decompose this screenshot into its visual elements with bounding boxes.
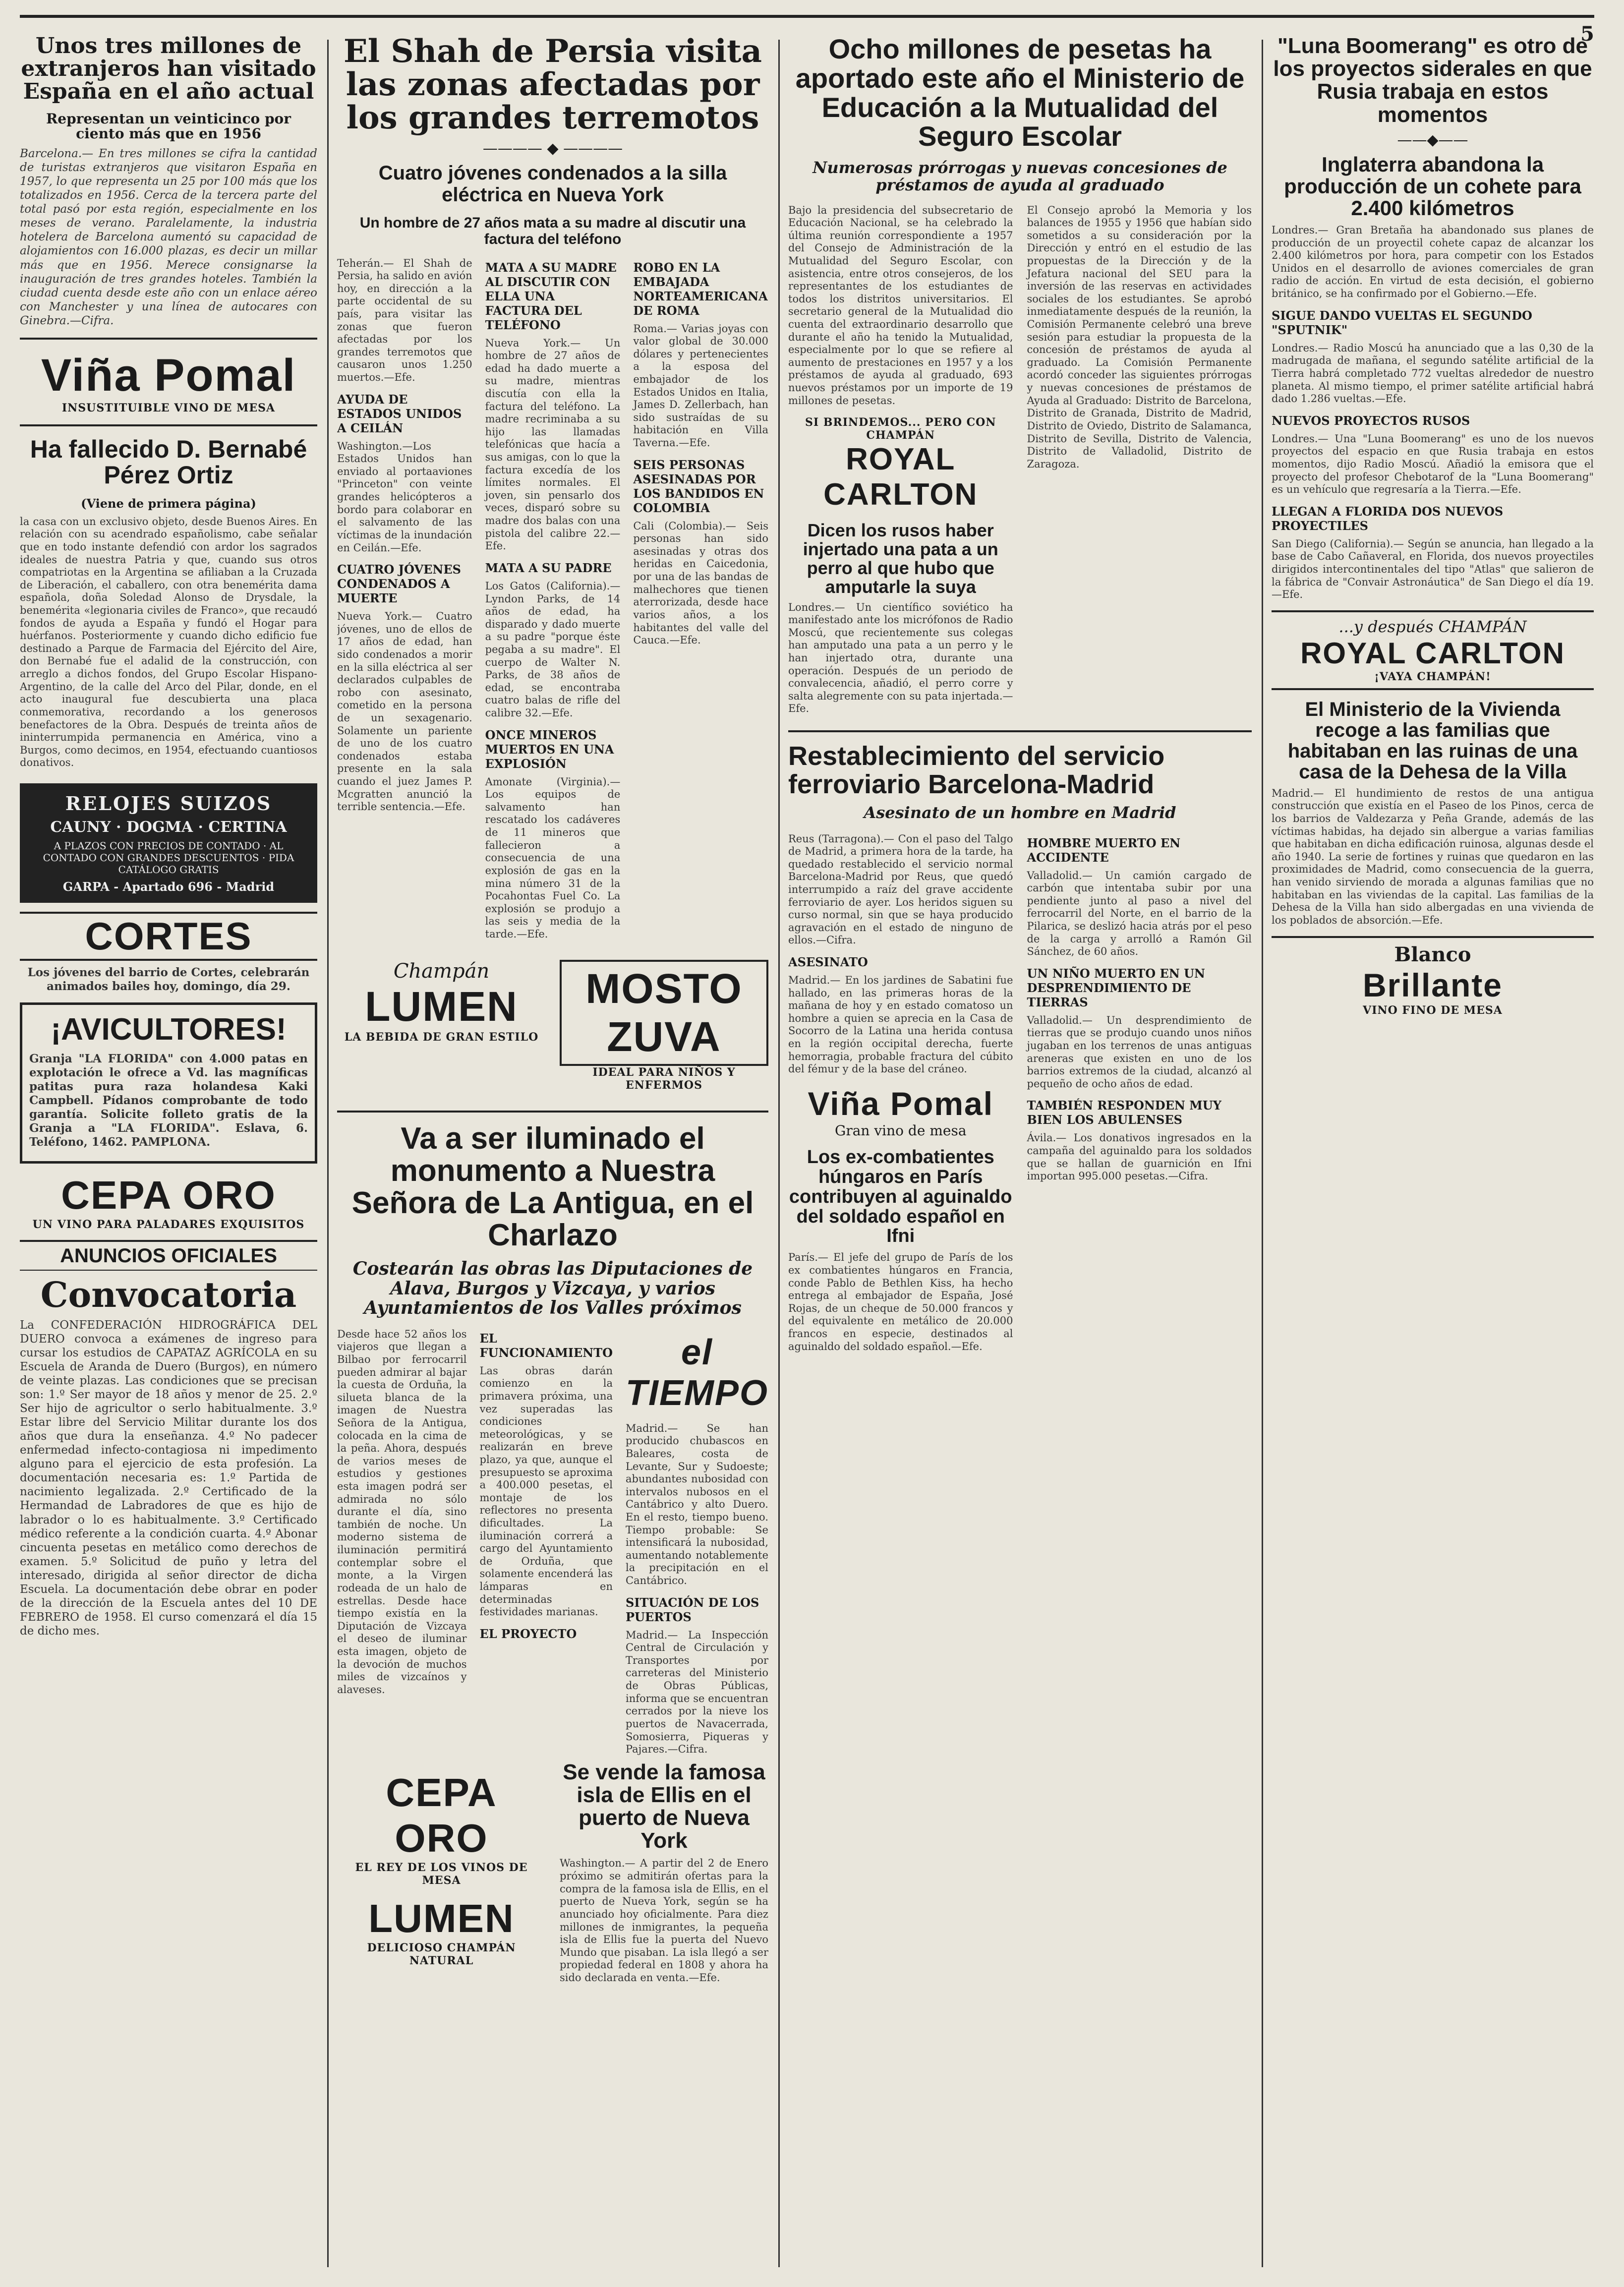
divider [20,424,317,426]
headline-electric-chair: Cuatro jóvenes condenados a la silla eléctrica en Nueva York [378,162,727,206]
ad-mosto-zuva-name: MOSTO ZUVA [560,960,768,1066]
ornament: ——◆—— [1397,131,1468,149]
article-cuatro: Nueva York.— Cuatro jóvenes, uno de ellos de 17 años de edad, han sido condenados a morir en la silla eléctrica al ser declarados culpables de robo con asesinato, cometido en la persona de un sexagenario. Solamente un pariente de uno de los cuatro condenados estaba presente en la sala cuando el juez James P. Mcgratten anunció la terrible sentencia.—Efe. [337,610,472,813]
ad-avicultores-title: ¡AVICULTORES! [51,1012,287,1047]
article-tourists: Barcelona.— En tres millones se cifra la cantidad de turistas extranjeros que visitaron España en 1957, lo que representa un 25 por 100 más que los totalizados en 1956. Cerca de la tercera parte del total pasó por esta región, especialmente en los meses de verano. Paralelamente, la industria hotelera de Barcelona aumentó su capacidad de alojamientos con 16.000 plazas, es decir un millar más que en 1956. Merece consignarse la inauguración de tres grandes hoteles. También la ciudad cuenta desde este año con un enlace aéreo con Manchester y una línea de autocares con Ginebra.—Cifra. [20,147,317,327]
headline-phone-bill: Un hombre de 27 años mata a su madre al discutir una factura del teléfono [359,214,746,247]
ad-royal-carlton-2-slogan: ...y después CHAMPÁN [1338,617,1527,636]
article-nino: Valladolid.— Un desprendimiento de tierras que se produjo cuando unos niños jugaban en los terrenos de unas antiguas areneras que existen en uno de los barrios extremos de la ciudad, alcanzó al pequeño de ocho años de edad. [1027,1014,1252,1090]
ad-lumen [337,960,546,1092]
subhead-proyecto: EL PROYECTO [479,1626,577,1641]
ad-vina-pomal [20,350,317,414]
subhead-sputnik: SIGUE DANDO VUELTAS EL SEGUNDO "SPUTNIK" [1272,308,1532,337]
headline-ferroviario: Restablecimiento del servicio ferroviario Barcelona-Madrid [788,741,1165,799]
divider [20,338,317,340]
ad-brillante: Brillante [1362,966,1503,1003]
ads-row [337,951,768,1101]
deck-mutualidad: Numerosas prórrogas y nuevas concesiones de préstamos de ayuda al graduado [812,158,1227,195]
ad-avicultores [20,1002,317,1164]
column-2 [337,35,768,1990]
el-tiempo-title: el TIEMPO [626,1332,768,1413]
ad-royal-carlton [788,416,1013,512]
ad-brillante-tag: VINO FINO DE MESA [1363,1003,1503,1017]
deck-ferroviario: Asesinato de un hombre en Madrid [864,803,1176,822]
ad-vina-pomal-2-name: Viña Pomal [808,1085,994,1122]
article-funcionamiento: Las obras darán comienzo en la primavera próxima, una vez superadas las condiciones meteorológicas, y se realizarán en breve plazo, ya que, aunque el presupuesto se aproxima a 400.000 pesetas, el montaje de los reflectores no presenta dificultades. La iluminación correrá a cargo del Ayuntamiento de Orduña, que solamente encenderá las lámparas en determinadas festividades marianas. [479,1364,613,1618]
article-shah: Teherán.— El Shah de Persia, ha salido en avión hoy, en dirección a la parte occidental de su país, para visitar las zonas que fueron afectadas por los grandes terremotos que causaron unos 1.250 muertos.—Efe. [337,257,472,384]
ad-vina-pomal-name: Viña Pomal [41,350,296,401]
column-1 [20,35,317,1643]
subhead-hombre: HOMBRE MUERTO EN ACCIDENTE [1027,835,1181,865]
article-puertos: Madrid.— La Inspección Central de Circulación y Transportes por carreteras del Ministerio de Obras Públicas, informa que se encuentran cerrados por la nieve los puertos de Navacerrada, Somosierra, Piqueras y Pajares.—Cifra. [626,1629,768,1756]
headline-ellis: Se vende la famosa isla de Ellis en el puerto de Nueva York [563,1759,765,1853]
subhead-once: ONCE MINEROS MUERTOS EN UNA EXPLOSIÓN [485,727,614,771]
ad-vina-pomal-tag: INSUSTITUIBLE VINO DE MESA [61,401,276,414]
ferro-columns [788,828,1252,1358]
ad-cepa-oro-tag: UN VINO PARA PALADARES EXQUISITOS [32,1218,305,1231]
article-inglaterra: Londres.— Gran Bretaña ha abandonado sus planes de producción de un proyectil cohete capaz de alcanzar los 2.400 kilómetros por hora, para competir con los Estados Unidos en el desarrollo de aviones comerciales de gran radio de acción. En virtud de esta decisión, el gobierno británico, se ha confirmado por el Gobierno.—Efe. [1272,224,1594,300]
news-columns [337,252,768,946]
antigua-columns [337,1323,768,1761]
subhead-rusos: NUEVOS PROYECTOS RUSOS [1272,413,1470,428]
ad-lumen-2-name: LUMEN [368,1896,515,1940]
headline-antigua: Va a ser iluminado el monumento a Nuestra Señora de La Antigua, en el Charlazo [351,1121,754,1252]
subhead-cuatro: CUATRO JÓVENES CONDENADOS A MUERTE [337,562,461,606]
top-rule [20,15,1594,18]
ad-cepa-oro-2-tag: EL REY DE LOS VINOS DE MESA [355,1861,528,1887]
subhead-asesinato: ASESINATO [788,955,868,970]
ad-lumen-tag: LA BEBIDA DE GRAN ESTILO [344,1030,539,1044]
article-asesinato: Madrid.— En los jardines de Sabatini fue hallado, en las primeras horas de la mañana de hoy y en estado comatoso un hombre a quien se aprecia en la Casa de Socorro de la Latina una herida contusa en la región occipital derecha, fuerte hemorragia, probable fractura del cúbito del fémur y de la base del cráneo. [788,974,1013,1075]
subhead-mata: MATA A SU MADRE AL DISCUTIR CON ELLA UNA FACTURA DEL TELÉFONO [485,260,617,332]
ornament: ———— ◆ ———— [482,139,623,157]
ad-lumen-champan: Champán [393,959,490,983]
subhead-puertos: SITUACIÓN DE LOS PUERTOS [626,1595,759,1624]
subhead-seis: SEIS PERSONAS ASESINADAS POR LOS BANDIDOS EN COLOMBIA [633,457,764,515]
subhead-abulenses: TAMBIÉN RESPONDEN MUY BIEN LOS ABULENSES [1027,1098,1221,1127]
subhead-ayuda: AYUDA DE ESTADOS UNIDOS A CEILÁN [337,392,462,435]
article-bernabe: la casa con un exclusivo objeto, desde Buenos Aires. En relación con su acendrado españolismo, cabe señalar que en todo instante defendió con ardor los sagrados ideales de nuestra Patria y que, cuando sus otros compatriotas en la Argentina se afiliaban a la Cruzada de Liberación, el caballero, con otra benemérita dama española, doña Soledad Alonso de Drysdale, la benemérita «legionaria civiles de Franco», que recaudó fondos de ayuda a España y fundó el Hogar para huérfanos. Posteriormente y cuando dicho edificio fue destinado a Parque de Farmacia del Ejército del Aire, don Bernabé fue el adalid de la construcción, con arreglo a dichos fondos, del Grupo Escolar Hispano-Argentino, de la calle del Arco del Pilar, donde, en el acto inaugural fue descubierta una placa conmemorativa, recordando a los generosos benefactores de la Obra. Después de treinta años de ininterrumpida permanencia en América, vino a Burgos, como decimos, en 1954, efectuando cuantiosos donativos. [20,515,317,769]
ad-lumen-2-tag: DELICIOSO CHAMPÁN NATURAL [367,1941,516,1967]
ad-cepa-oro-2-name: CEPA ORO [386,1770,497,1860]
article-florida: San Diego (California).— Según se anuncia, han llegado a la base de Cabo Cañaveral, en Florida, dos nuevos proyectiles dirigidos intercontinentales del tipo "Atlas" que salieron de la fábrica de "Convair Astronáutica" de San Diego el día 19.—Efe. [1272,537,1594,601]
ad-mosto-zuva-tag: IDEAL PARA NIÑOS Y ENFERMOS [592,1065,736,1092]
ad-cepa-oro-name: CEPA ORO [61,1173,276,1218]
ad-relojes-brands: CAUNY · DOGMA · CERTINA [50,818,287,836]
ad-relojes-address: GARPA - Apartado 696 - Madrid [62,879,275,894]
ad-vina-pomal-2 [788,1085,1013,1139]
subhead-florida: LLEGAN A FLORIDA DOS NUEVOS PROYECTILES [1272,504,1504,533]
headline-mutualidad: Ocho millones de pesetas ha aportado este año el Ministerio de Educación a la Mutualidad del Seguro Escolar [795,35,1245,152]
article-once: Amonate (Virginia).— Los equipos de salvamento han rescatado los cadáveres de 11 mineros que fallecieron a consecuencia de una explosión de gas en la mina número 31 de la Pocahontas Fuel Co. La explosión se produjo a las seis y media de la tarde.—Efe. [485,775,621,940]
headline-vivienda: El Ministerio de la Vivienda recoge a las familias que habitaban en las ruinas de una casa de la Dehesa de la Villa [1287,698,1578,783]
ad-cepa-oro [20,1173,317,1231]
ad-el-tiempo [626,1332,768,1413]
subhead-robo: ROBO EN LA EMBAJADA NORTEAMERICANA DE ROMA [633,260,768,318]
headline-shah: El Shah de Persia visita las zonas afectadas por los grandes terremotos [344,35,762,137]
article-tiempo: Madrid.— Se han producido chubascos en Baleares, costa de Levante, Sur y Sudoeste; abundantes nubosidad con intervalos nubosos en el Cantábrico y alto Duero. En el resto, tiempo bueno. Tiempo probable: Se intensificará la nubosidad, aumentando notablemente la precipitación en el Cantábrico. [626,1422,768,1587]
column-rule [1262,40,1263,2267]
ad-cortes [20,912,317,994]
ad-vina-pomal-2-tag: Gran vino de mesa [834,1122,967,1139]
subhead-nino: UN NIÑO MUERTO EN UN DESPRENDIMIENTO DE TIERRAS [1027,966,1205,1009]
ad-avicultores-text: Granja "LA FLORIDA" con 4.000 patas en explotación le ofrece a Vd. las magníficas patitas pura raza holandesa Kaki Campbell. Pídanos comprobante de todo garantía. Solicite folleto gratis de la Granja a "LA FLORIDA". Eslava, 6. Teléfono, 1462. PAMPLONA. [29,1052,308,1149]
article-abulenses: Ávila.— Los donativos ingresados en la campaña del aguinaldo para los soldados que se hallan de guarnición en Ifni importan 995.000 pesetas.—Cifra. [1027,1132,1252,1182]
article-ferroviario: Reus (Tarragona).— Con el paso del Talgo de Madrid, a primera hora de la tarde, ha quedado restablecido el servicio normal Barcelona-Madrid por Reus, que quedó interrumpido a raíz del grave accidente ferroviario de ayer. Los heridos siguen su curso normal, sin que se haya producido agravación en el estado de ninguno de ellos.—Cifra. [788,832,1013,946]
article-ayuda: Washington.—Los Estados Unidos han enviado al portaaviones "Princeton" con veinte grandes helicópteros a bordo para colaborar en el salvamento de las víctimas de la inundación en Ceilán.—Efe. [337,440,472,554]
subhead-funcionamiento: EL FUNCIONAMIENTO [479,1331,613,1360]
ad-royal-carlton-2-tag: ¡VAYA CHAMPÁN! [1374,670,1491,683]
article-robo: Roma.— Varias joyas con valor global de 30.000 dólares y pertenecientes a la esposa del embajador de los Estados Unidos en Italia, James D. Zellerbach, han sido sustraídas de su habitación en Villa Taverna.—Efe. [633,322,768,449]
deck-tourists: Representan un veinticinco por ciento más que en 1956 [46,110,291,142]
mutualidad-columns [788,199,1252,720]
ad-royal-carlton-slogan: SI BRINDEMOS... PERO CON CHAMPÁN [805,416,996,442]
bernabe-columns [20,511,317,774]
article-seis: Cali (Colombia).— Seis personas han sido asesinadas y otras dos heridas en Caicedonia, por una de las bandas de malhechores que tienen aterrorizada, desde hace varios años, a los habitantes del valle del Cauca.—Efe. [633,520,768,646]
article-sputnik: Londres.— Radio Moscú ha anunciado que a las 0,30 de la madrugada de mañana, el segundo satélite artificial de la Tierra habrá completado 772 vueltas alrededor de nuestro planeta. Al mismo tiempo, el primer satélite artificial habrá dado 1.286 vueltas.—Efe. [1272,342,1594,405]
bernabe-continuation: (Viene de primera página) [81,496,256,511]
article-padre: Los Gatos (California).— Lyndon Parks, de 14 años de edad, ha disparado y dado muerte a su padre "porque éste pegaba a su madre". El cuerpo de Walter N. Parks, de 38 años de edad, se encontraba cuatro balas de rifle del calibre 32.—Efe. [485,580,621,719]
column-4 [1272,35,1594,1026]
ad-cortes-title: CORTES [20,912,317,961]
subhead-padre: MATA A SU PADRE [485,560,612,575]
article-convocatoria: La CONFEDERACIÓN HIDROGRÁFICA DEL DUERO convoca a exámenes de ingreso para cursar los estudios de CAPATAZ AGRÍCOLA en su Escuela de Aranda de Duero (Burgos), en número de veinte plazas. Las condiciones que se precisan son: 1.º Ser mayor de 18 años y menor de 25. 2.º Ser hijo de agricultor o serlo habitualmente. 3.º Estar libre del Servicio Militar durante los dos años que dura la enseñanza. 4.º No padecer enfermedad infecto-contagiosa ni impedimento alguno para el ejercicio de esta profesión. La documentación necesaria es: 1.º Partida de nacimiento legalizada. 2.º Certificado de la Hermandad de Labradores de que es hijo de labrador o lo es habitualmente. 3.º Certificado médico referente a la condición cuarta. 4.º Abonar cincuenta pesetas en metálico como derechos de examen. 5.º Solicitud de puño y letra del interesado, dirigida al señor director de dicha Escuela. La documentación debe obrar en poder de la dirección de la Escuela antes del 10 DE FEBRERO de 1958. El curso comenzará el día 15 de dicho mes. [20,1318,317,1638]
ad-relojes [20,783,317,903]
headline-luna: "Luna Boomerang" es otro de los proyectos siderales en que Rusia trabaja en estos momentos [1273,35,1592,127]
page-number: 5 [1580,22,1594,46]
ad-relojes-title: RELOJES SUIZOS [65,792,272,815]
ad-mosto-zuva [560,960,768,1092]
column-rule [327,40,329,2267]
headline-convocatoria: Convocatoria [40,1274,297,1316]
column-rule [778,40,780,2267]
article-perro: Londres.— Un científico soviético ha manifestado ante los micrófonos de Radio Moscú, que recientemente sus colegas han amputado una pata a un perro y le han injertado otra, durante una operación. Después de un periodo de convalecencia, añadió, el perro corre y salta alegremente con su pata injertada.—Efe. [788,601,1013,715]
headline-perro: Dicen los rusos haber injertado una pata a un perro al que hubo que amputarle la suya [803,520,998,597]
ad-blanco: Blanco [1394,942,1471,966]
article-vivienda: Madrid.— El hundimiento de restos de una antigua construcción que existía en el Paseo de los Pinos, cerca de los barrios de Valdezarza y Peña Grande, además de las víctimas habidas, ha dejado sin albergue a varias familias que habitaban en dicha edificación ruinosa, algunas desde el año 1940. La serie de fortines y ruinas que quedaron en las proximidades de Madrid, como consecuencia de la guerra, han venido sirviendo de morada a algunas familias que no habitaban en las viviendas de la capital. Las familias de la Dehesa de la Villa han sido albergadas en una vivienda de los poblados de absorción.—Efe. [1272,787,1594,926]
article-antigua: Desde hace 52 años los viajeros que llegan a Bilbao por ferrocarril pueden admirar al bajar la cuesta de Orduña, la silueta blanca de la imagen de Nuestra Señora de la Antigua, colocada en la cima de la peña. Ahora, después de varios meses de estudios y gestiones esta imagen podrá ser admirada no sólo durante el día, sino también de noche. Un moderno sistema de iluminación permitirá contemplar sobre el monte, a la Virgen rodeada de un halo de estrellas. Desde hace tiempo existía en la Diputación de Vizcaya el deseo de iluminar esta imagen, objeto de la devoción de muchos miles de vizcaínos y alaveses. [337,1328,467,1696]
headline-inglaterra: Inglaterra abandona la producción de un cohete para 2.400 kilómetros [1284,152,1581,220]
official-notices-header: ANUNCIOS OFICIALES [20,1240,317,1271]
column-3 [788,35,1252,1358]
ad-relojes-text: A PLAZOS CON PRECIOS DE CONTADO · AL CONTADO CON GRANDES DESCUENTOS · PIDA CATÁLOGO GRATIS [43,839,294,876]
ad-royal-carlton-name: ROYAL CARLTON [823,442,978,512]
headline-bernabe: Ha fallecido D. Bernabé Pérez Ortiz [30,435,307,489]
article-hungaros: París.— El jefe del grupo de París de los ex combatientes húngaros en Francia, conde Pablo de Bethlen Kiss, ha hecho entrega al embajador de España, José Rojas, de un cheque de 50.000 francos y del equivalente en metálico de 20.000 francos en especie, destinados al aguinaldo del soldado español.—Efe. [788,1251,1013,1352]
ad-royal-carlton-2 [1272,610,1594,690]
article-mutualidad: Bajo la presidencia del subsecretario de Educación Nacional, se ha celebrado la última reunión correspondiente a 1957 del Consejo de Administración de la Mutualidad del Seguro Escolar, con asistencia, entre otros consejeros, de los representantes de los estudiantes de todos los distritos universitarios. El secretario general de la Mutualidad dio cuenta del extraordinario desarrollo que durante el año ha tenido la Mutualidad, especialmente por lo que se refiere al aumento de prestaciones en 1957 y a los préstamos de ayuda al graduado, 693 nuevos préstamos por un importe de 19 millones de pesetas. [788,204,1013,407]
ad-royal-carlton-2-name: ROYAL CARLTON [1300,636,1565,670]
headline-hungaros: Los ex-combatientes húngaros en París contribuyen al aguinaldo del soldado español en Ifni [789,1146,1012,1247]
article-mutualidad-cont: El Consejo aprobó la Memoria y los balances de 1955 y 1956 que habían sido sometidos a su consideración por la Dirección y entró en el estudio de las propuestas de la Dirección y de la Jefatura nacional del SEU para la inversión de las reservas en actividades sociales de los estudiantes. Se aprobó inmediatamente después de la reunión, la Comisión Permanente celebró una breve sesión para estudiar la propuesta de la concesión de préstamos de ayuda al graduado. La Comisión Permanente acordó conceder las siguientes prórrogas y nuevas concesiones de préstamos de Ayuda al Graduado: Distrito de Barcelona, Distrito de Granada, Distrito de Madrid, Distrito de Oviedo, Distrito de Salamanca, Distrito de Sevilla, Distrito de Valencia, Distrito de Valladolid, Distrito de Zaragoza. [1027,204,1252,470]
article-hombre: Valladolid.— Un camión cargado de carbón que intentaba subir por una pendiente junto al paso a nivel del ferrocarril del Norte, en el barrio de la Pilarica, se deslizó hacia atrás por el peso de la carga y arrolló a Ramón Gil Sánchez, de 60 años. [1027,869,1252,958]
article-ellis: Washington.— A partir del 2 de Enero próximo se admitirán ofertas para la compra de la famosa isla de Ellis, en el puerto de Nueva York, según se ha anunciado hoy oficialmente. Para diez millones de inmigrantes, la pequeña isla de Ellis fue la puerta del Nuevo Mundo que pisaban. La isla llegó a ser propiedad federal en 1808 y ahora ha sido declarada en venta.—Efe. [560,1857,768,1984]
deck-antigua: Costearán las obras las Diputaciones de Alava, Burgos y Vizcaya, y varios Ayuntamientos de los Valles próximos [352,1258,753,1319]
article-rusos: Londres.— Una "Luna Boomerang" es uno de los nuevos proyectos del espacio en que Rusia trabaja en estos momentos, dijo Radio Moscú. Añadió la emisora que el proyecto del profesor Chebotarof de la "Luna Boomerang" es un vehículo que regresaría a la Tierra.—Efe. [1272,432,1594,496]
article-mata: Nueva York.— Un hombre de 27 años de edad ha dado muerte a su madre, mientras discutía con ella la factura del teléfono. La madre recriminaba a su hijo las llamadas telefónicas que hacía a sus amigas, con lo que la factura excedía de los límites normales. El joven, sin pensarlo dos veces, disparó sobre su madre dos balas con una pistola del calibre 22.—Efe. [485,337,621,552]
bottom-row [337,1761,768,1990]
headline-tourists: Unos tres millones de extranjeros han visitado España en el año actual [21,35,316,105]
divider [337,1111,768,1113]
ad-cortes-text: Los jóvenes del barrio de Cortes, celebrarán animados bailes hoy, domingo, día 29. [27,965,310,993]
ad-blanco-brillante [1272,936,1594,1017]
ad-lumen-name: LUMEN [365,983,518,1030]
ad-lumen-2 [337,1896,546,1967]
divider [788,730,1252,732]
ad-cepa-oro-2 [337,1770,546,1887]
